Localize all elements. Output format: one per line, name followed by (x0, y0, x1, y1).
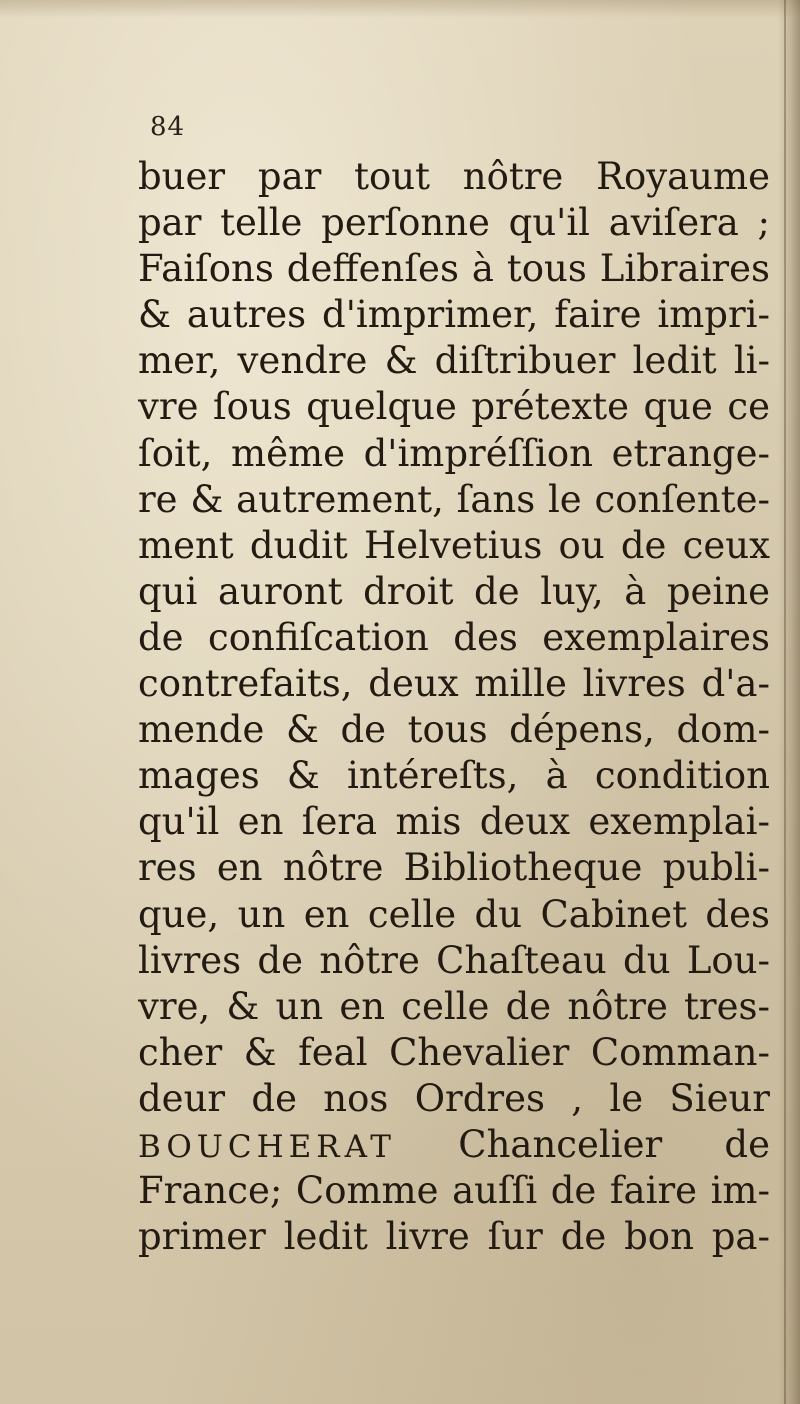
text-line: vre ſous quelque prétexte que ce (138, 385, 770, 429)
text-line: buer par tout nôtre Royaume (138, 155, 770, 198)
text-line: que, un en celle du Cabinet des (138, 892, 770, 936)
text-line: qu'il en ſera mis deux exemplai- (138, 800, 770, 844)
text-fragment: Chancelier de (458, 1122, 770, 1166)
text-line: par telle perſonne qu'il aviſera ; (138, 201, 770, 245)
text-line: primer ledit livre ſur de bon pa- (138, 1215, 770, 1259)
text-line: mende & de tous dépens, dom- (138, 708, 770, 752)
page-edge-line (784, 0, 786, 1404)
text-line: res en nôtre Bibliotheque publi- (138, 846, 770, 890)
text-line: & autres d'imprimer, faire impri- (138, 293, 770, 337)
text-line: mages & intéreſts, à condition (138, 754, 770, 798)
text-line: ſoit, même d'impréſſion etrange- (138, 431, 770, 475)
text-line: mer, vendre & diſtribuer ledit li- (138, 339, 770, 383)
page-binding-shadow (778, 0, 800, 1404)
text-line: vre, & un en celle de nôtre tres- (138, 984, 770, 1028)
text-line: contrefaits, deux mille livres d'a- (138, 662, 770, 706)
page-number: 84 (150, 112, 186, 142)
text-line: de confiſcation des exemplaires (138, 615, 770, 659)
text-line: re & autrement, ſans le conſente- (138, 477, 770, 521)
body-text (138, 154, 770, 1260)
page-top-shadow (0, 0, 800, 18)
text-line: Faiſons deffenſes à tous Libraires (138, 247, 770, 291)
text-line: ment dudit Helvetius ou de ceux (138, 523, 770, 567)
name-smallcaps: BOUCHERAT (138, 1128, 396, 1165)
text-line: France; Comme auſſi de faire im- (138, 1169, 770, 1213)
text-line: qui auront droit de luy, à peine (138, 569, 770, 613)
text-line: livres de nôtre Chaſteau du Lou- (138, 938, 770, 982)
text-line: cher & feal Chevalier Comman- (138, 1030, 770, 1074)
text-line (138, 1122, 770, 1168)
text-line: deur de nos Ordres , le Sieur (138, 1076, 770, 1120)
